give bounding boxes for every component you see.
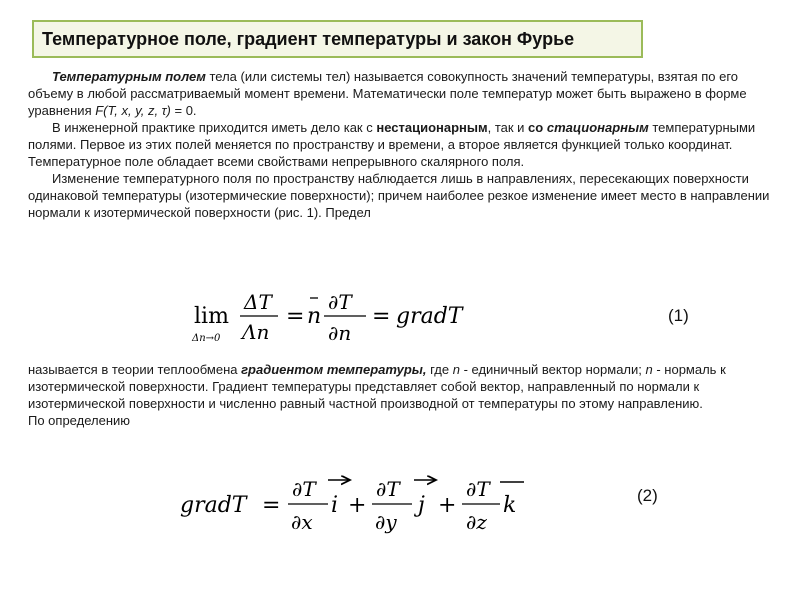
eq1-rhs: gradT: [396, 304, 463, 329]
body-text-bottom: [28, 361, 773, 429]
term-stationary: стационарным: [546, 120, 649, 135]
eq1-denominator-1: Λn: [242, 320, 270, 344]
paragraph-by-definition: По определению: [28, 413, 131, 428]
paragraph-field-types: В инженерной практике приходится иметь дело как с нестационарным, так и со стационарным температурными полями. Первое из этих полей меняется по пространству и времени, а второе является функцией только координат. Температурное поле обладает всеми свойствами непрерывного скалярного поля.: [28, 120, 756, 169]
term-gradient: градиентом температуры,: [241, 362, 427, 377]
eq2-plus-2: +: [438, 493, 457, 518]
eq2-den-x: ∂x: [291, 510, 313, 534]
field-equation: F(T, x, y, z, τ): [95, 103, 171, 118]
eq1-lim: lim: [194, 304, 229, 329]
eq2-num-z: ∂T: [466, 477, 490, 501]
term-temperature-field: Температурным полем: [52, 69, 206, 84]
eq2-unit-k: k: [503, 493, 517, 518]
eq2-unit-i: i: [331, 493, 339, 518]
slide-title-text: Температурное поле, градиент температуры и закон Фурье: [42, 28, 575, 49]
eq2-plus-1: +: [348, 493, 367, 518]
eq2-unit-j: j: [418, 493, 425, 518]
eq1-equals-1: =: [286, 304, 305, 329]
eq2-den-z: ∂z: [466, 510, 487, 534]
paragraph-field-change: Изменение температурного поля по пространству наблюдается лишь в направлениях, пересекающих поверхности одинаковой температуры (изотермические поверхности); причем наиболее резкое изменение имеет место в направлении нормали к изотермической поверхности (рис. 1). Предел: [28, 171, 770, 220]
body-text-top: [28, 68, 773, 221]
eq1-normal-vector: n: [307, 304, 322, 329]
equation-2-number: (2): [637, 486, 658, 505]
eq1-equals-2: =: [372, 304, 391, 329]
equation-1-number: (1): [668, 306, 689, 325]
eq2-equals: =: [262, 493, 281, 518]
eq2-den-y: ∂y: [375, 510, 397, 534]
eq1-numerator-2: ∂T: [328, 290, 352, 314]
eq2-num-y: ∂T: [376, 477, 400, 501]
eq1-lim-subscript: Δn→0: [192, 333, 221, 344]
paragraph-temperature-field: Температурным полем тела (или системы тел) называется совокупность значений температуры, взятая по его объему в любой рассматриваемый момент времени. Математически поле температур может быть выражено в форме уравнения F(T, x, y, z, τ) = 0.: [28, 69, 747, 118]
eq2-lhs: gradT: [180, 493, 247, 518]
eq2-num-x: ∂T: [292, 477, 316, 501]
equation-2: [178, 472, 538, 538]
equation-1: [190, 285, 500, 347]
term-nonstationary: нестационарным: [376, 120, 488, 135]
eq1-numerator-1: ΔT: [244, 290, 272, 314]
eq1-denominator-2: ∂n: [328, 321, 352, 345]
paragraph-gradient: называется в теории теплообмена градиентом температуры, где n - единичный вектор нормали; n - нормаль к изотермической поверхности. Градиент температуры представляет собой вектор, направленный по нормали к изотермической поверхности и численно равный частной производной от температуры по этому направлению.: [28, 362, 726, 411]
slide-title: [32, 20, 643, 58]
